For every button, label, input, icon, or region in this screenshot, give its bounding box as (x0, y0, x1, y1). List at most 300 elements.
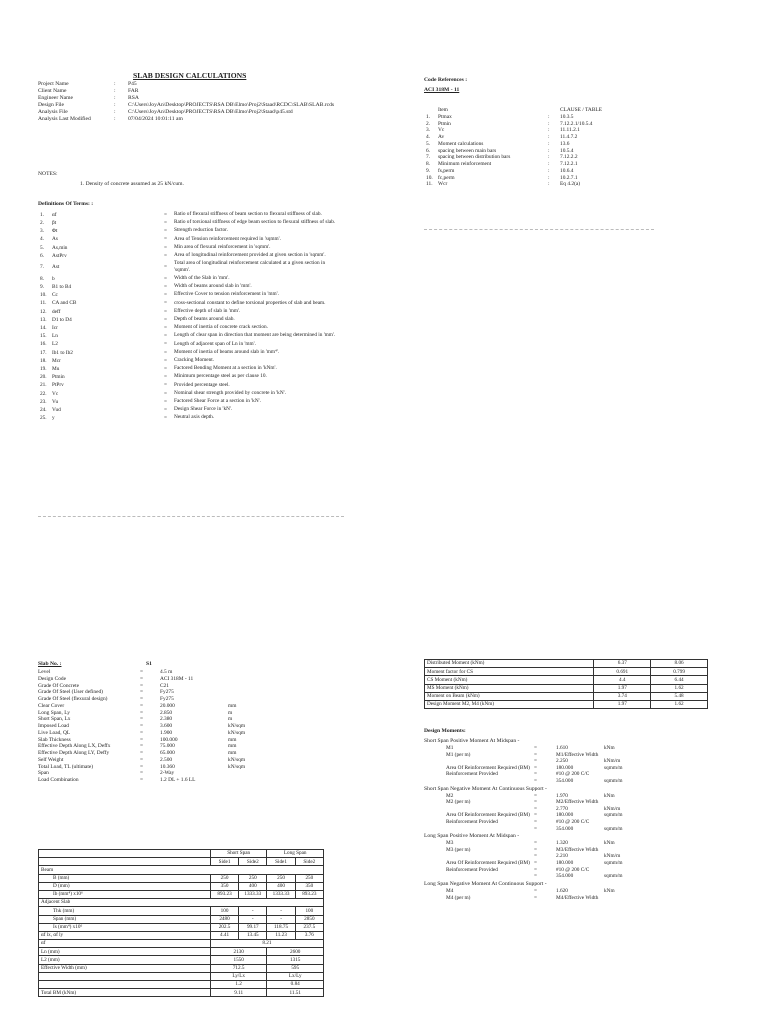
spacer (602, 895, 634, 902)
definition-text: Moment of inertia of concrete crack section. (174, 324, 268, 331)
clause-item: Ptmin (438, 120, 451, 127)
moment-value: 1.970 (556, 792, 568, 799)
unit: kNm/m (604, 853, 621, 860)
property-value: 10.360 (160, 763, 175, 770)
spacer (424, 812, 444, 819)
clause-header-row (424, 107, 654, 114)
definition-term: AstPrv (52, 252, 67, 259)
definition-row (38, 414, 344, 422)
cell: 11.51 (267, 989, 324, 997)
moment-row (424, 778, 634, 785)
moment-value: 1.320 (556, 840, 568, 847)
slab-property-row (38, 743, 276, 750)
definition-text: Min area of flexural reinforcement in 'sqmm'. (174, 243, 271, 250)
formula: M2/Effective Width (556, 799, 599, 806)
property-label: Grade Of Steel (flexural design) (38, 696, 108, 702)
bar-spacing: #10 @ 200 C/C (556, 866, 590, 873)
cell: 0.799 (651, 668, 708, 676)
spacer (424, 806, 444, 813)
slab-property-row (38, 770, 276, 777)
spacer (602, 819, 634, 826)
clause-item: spacing between main bars (438, 147, 497, 154)
property-value: 20.000 (160, 702, 175, 709)
equals-sign: = (164, 308, 167, 315)
property-label: Effective Depth Along LY, Deffy (38, 750, 110, 756)
equals-sign: = (164, 333, 167, 340)
slab-property-row (38, 730, 276, 737)
definition-term: Ptmin (52, 374, 65, 381)
definition-row (38, 349, 344, 357)
property-value: 65.000 (160, 750, 175, 756)
spacer (424, 778, 444, 785)
property-unit (226, 696, 276, 703)
equals-sign: = (140, 763, 144, 770)
definition-number: 10. (40, 292, 47, 299)
definition-term: Vu (52, 398, 59, 405)
equals-sign: = (534, 792, 537, 799)
project-info-row (38, 81, 350, 88)
cell: 1.97 (594, 684, 651, 692)
equals-sign: = (164, 220, 167, 226)
definition-number: 3. (40, 228, 44, 235)
clause-number: 6. (426, 147, 431, 154)
property-value: Fy275 (160, 696, 174, 702)
equals-sign: = (164, 325, 167, 332)
definition-row (38, 227, 344, 235)
row-label: B (mm) (39, 874, 211, 882)
spacer (424, 826, 444, 833)
definition-term: b (52, 275, 55, 282)
equals-sign: = (140, 736, 144, 743)
clause-number: 3. (426, 127, 431, 134)
equals-sign: = (140, 750, 144, 756)
equals-sign: = (164, 407, 167, 414)
spacer (424, 873, 444, 880)
side2-header: Side2 (295, 858, 323, 866)
cell: - (239, 907, 267, 915)
moment-name: M3 (446, 840, 454, 847)
slab-property-row (38, 757, 276, 764)
equals-sign: = (164, 382, 167, 389)
moment-row (424, 819, 634, 826)
equals-sign: = (164, 252, 167, 259)
moment-row (424, 752, 634, 759)
equals-sign: = (140, 669, 144, 675)
definition-text: Area of longitudinal reinforcement provided at given section in 'sqmm'. (174, 252, 326, 259)
spacer (424, 793, 444, 800)
clause-item: fc,perm (438, 174, 455, 181)
definition-row (38, 275, 344, 283)
unit: kNm (604, 887, 615, 894)
slab-property-row (38, 710, 276, 717)
definition-row (38, 332, 344, 340)
project-info-value: C:\Users\JoyAn\Desktop\PROJECTS\RSA DB\Elmo\Proj2\Staad\p45.std (128, 108, 293, 115)
definition-term: Φt (52, 228, 58, 235)
spacer (602, 799, 634, 806)
cell: Lx/Ly (267, 972, 324, 980)
project-info-label: Analysis File (38, 108, 68, 115)
row-label: Is (mm⁴) x10⁶ (39, 923, 211, 931)
table-row (39, 964, 324, 972)
clause-ref: 13.6 (560, 140, 570, 147)
definition-text: Nominal shear strength provided by concrete in 'kN'. (174, 389, 286, 396)
property-value: 2.500 (160, 756, 173, 763)
clause-ref: 11.4.7.2 (560, 134, 578, 140)
moment-name: M2 (446, 792, 454, 799)
definition-row (38, 382, 344, 390)
definition-term: CA and CB (52, 300, 77, 307)
equals-sign: = (534, 751, 537, 758)
equals-sign: = (534, 771, 537, 778)
table-row (39, 907, 324, 915)
cell: 1.97 (594, 700, 651, 708)
property-label: Grade Of Steel (User defined) (38, 689, 103, 696)
clause-item: Moment calculations (438, 140, 484, 147)
cell: 4.4 (594, 676, 651, 684)
definition-text: Strength reduction factor. (174, 227, 228, 234)
definition-text: Cracking Moment. (174, 357, 215, 364)
cell: 237.5 (295, 923, 323, 931)
colon: : (548, 134, 550, 140)
slab-property-row (38, 676, 276, 683)
moment-name: M4 (446, 887, 454, 894)
cell: 350 (210, 882, 238, 890)
unit: sqmm/m (604, 764, 623, 771)
table-row (425, 684, 708, 692)
moment-row (424, 847, 634, 854)
equals-sign: = (534, 825, 537, 832)
note-1: 1. Density of concrete assumed as 25 kN/cum. (80, 181, 184, 187)
colon: : (548, 174, 550, 181)
definition-text: Minimum percentage steel as per clause 10. (174, 373, 267, 380)
cell: 1333.33 (267, 890, 295, 898)
clause-item: fs,perm (438, 167, 455, 174)
definition-row (38, 244, 344, 252)
definition-term: L2 (52, 341, 58, 348)
property-value: 2.380 (160, 716, 173, 723)
definition-term: βt (52, 220, 57, 226)
row-label: MS Moment (kNm) (425, 684, 594, 692)
definition-number: 25. (40, 415, 47, 422)
slab-property-row (38, 703, 276, 710)
adjacent-slab-row (39, 899, 324, 907)
row-label: Moment factor for CS (425, 668, 594, 676)
property-value: 1.2 DL + 1.6 LL (160, 777, 196, 783)
definition-number: 4. (40, 236, 44, 243)
property-unit: mm (228, 750, 237, 756)
cell: 595 (267, 964, 324, 972)
cell: 1.62 (651, 700, 708, 708)
equals-sign: = (140, 777, 144, 783)
slab-property-row (38, 723, 276, 730)
project-info-label: Client Name (38, 87, 67, 94)
definition-row (38, 373, 344, 381)
definition-number: 12. (40, 308, 47, 315)
definition-term: y (52, 415, 55, 422)
table-row (39, 931, 324, 939)
definition-row (38, 300, 344, 308)
side2-header: Side2 (239, 858, 267, 866)
cell: 350 (295, 882, 323, 890)
table-row (39, 956, 324, 964)
property-value: 2-Way (160, 770, 175, 777)
table-row (39, 882, 324, 890)
spacer (424, 771, 444, 778)
property-unit (226, 676, 276, 683)
project-info-value: 07/04/2024 10:01:11 am (128, 115, 183, 122)
clause-ref: 10.6.4 (560, 167, 574, 174)
slab-no-value: S1 (146, 661, 152, 667)
definition-term: Ib1 to Ib2 (52, 349, 73, 356)
colon: : (548, 161, 550, 167)
definition-number: 17. (40, 349, 47, 356)
definition-number: 13. (40, 316, 47, 323)
equals-sign: = (534, 887, 537, 894)
definition-term: B1 to B4 (52, 284, 72, 291)
definition-number: 18. (40, 357, 47, 364)
slab-property-row (38, 716, 276, 723)
definition-text: Depth of beams around slab. (174, 316, 235, 323)
cell: 9.11 (210, 989, 267, 997)
definition-row (38, 211, 344, 219)
divider (424, 229, 654, 230)
equals-sign: = (164, 284, 167, 291)
slab-property-row (38, 750, 276, 757)
cell: 1333.33 (239, 890, 267, 898)
reinforcement-provided-label: Reinforcement Provided (446, 819, 498, 826)
clause-ref: 10.2.7.1 (560, 174, 578, 181)
slab-property-row (38, 689, 276, 696)
equals-sign: = (164, 398, 167, 405)
definition-term: D1 to D4 (52, 316, 72, 323)
slab-property-row (38, 777, 276, 784)
unit: kNm (604, 792, 615, 799)
table-row (39, 923, 324, 931)
property-value: 75.000 (160, 743, 175, 750)
definition-number: 1. (40, 211, 44, 218)
row-label: CS Moment (kNm) (425, 676, 594, 684)
cell: 11.23 (267, 931, 295, 939)
colon: : (114, 108, 116, 115)
clause-row (424, 114, 654, 121)
cell: 4.41 (210, 931, 238, 939)
cell: 250 (295, 874, 323, 882)
definition-text: Provided percentage steel. (174, 381, 230, 388)
equals-sign: = (534, 758, 537, 765)
cell: 6.44 (651, 676, 708, 684)
spacer (424, 840, 444, 847)
clause-number: 1. (426, 113, 431, 120)
clause-header: CLAUSE / TABLE (560, 107, 602, 113)
equals-sign: = (164, 316, 167, 323)
row-label: Thk (mm) (39, 907, 211, 915)
moment-value: 1.610 (556, 744, 568, 751)
project-info-row (38, 116, 350, 123)
equals-sign: = (534, 799, 537, 806)
definition-text: Width of the Slab in 'mm'. (174, 275, 230, 282)
colon: : (114, 81, 116, 87)
spacer (424, 745, 444, 752)
equals-sign: = (140, 756, 144, 763)
spacer (424, 819, 444, 826)
clause-row (424, 154, 654, 161)
project-info-value: FAR (128, 87, 139, 94)
moment-row (424, 860, 634, 867)
moment-row (424, 758, 634, 765)
row-label: Distributed Moment (kNm) (425, 660, 594, 668)
spacer (602, 771, 634, 778)
definition-row (38, 236, 344, 244)
table-row (39, 940, 324, 948)
clause-number: 2. (426, 120, 431, 127)
colon: : (548, 181, 550, 188)
moment-table (424, 888, 634, 901)
moment-per-m: M1 (per m) (446, 751, 471, 758)
table-row (39, 981, 324, 989)
cell: 100 (295, 907, 323, 915)
table-row (39, 890, 324, 898)
table-row (425, 660, 708, 668)
definition-number: 8. (40, 275, 44, 282)
cell: 99.17 (239, 923, 267, 931)
reinforcement-provided-label: Reinforcement Provided (446, 866, 498, 873)
clause-row (424, 127, 654, 134)
formula: M1/Effective Width (556, 751, 599, 758)
cell: 3.76 (295, 931, 323, 939)
cell: 1.62 (651, 684, 708, 692)
definition-number: 16. (40, 341, 47, 348)
definition-row (38, 308, 344, 316)
bar-spacing: #10 @ 200 C/C (556, 771, 590, 778)
slab-property-row (38, 764, 276, 771)
moment-name: M1 (446, 744, 454, 751)
clause-row (424, 161, 654, 168)
unit: kNm (604, 744, 615, 751)
definition-text: Length of clear span in direction that moment are being determined in 'mm'. (174, 332, 336, 339)
equals-sign: = (164, 211, 167, 218)
definition-row (38, 365, 344, 373)
moment-row (424, 888, 634, 895)
distributed-moment-table (424, 659, 708, 709)
moment-per-m-value: 2.250 (556, 758, 568, 765)
cell: 400 (267, 882, 295, 890)
property-label: Level (38, 669, 51, 675)
moment-table (424, 840, 634, 880)
row-label: D (mm) (39, 882, 211, 890)
moment-per-m: M3 (per m) (446, 846, 471, 853)
project-info-label: Project Name (38, 81, 69, 87)
slab-property-row (38, 669, 276, 676)
colon: : (114, 94, 116, 101)
unit: sqmm/m (604, 825, 623, 832)
spacer (424, 895, 444, 902)
colon: : (114, 87, 116, 94)
equals-sign: = (140, 689, 144, 696)
reinforcement-provided-label: Reinforcement Provided (446, 771, 498, 778)
row-label: L2 (mm) (39, 956, 211, 964)
clause-table (424, 107, 654, 188)
equals-sign: = (164, 349, 167, 356)
equals-sign: = (534, 860, 537, 867)
definition-term: As,min (52, 244, 68, 251)
unit: sqmm/m (604, 778, 623, 785)
project-info-label: Design File (38, 101, 64, 108)
row-label: Design Moment M2, M4 (kNm) (425, 700, 594, 708)
cell: 1315 (267, 956, 324, 964)
spacer (424, 867, 444, 874)
equals-sign: = (534, 744, 537, 751)
clause-row (424, 121, 654, 128)
clause-item: Minimum reinforcement (438, 161, 492, 167)
equals-sign: = (534, 846, 537, 853)
definition-row (38, 357, 344, 365)
equals-sign: = (140, 743, 144, 750)
definition-text: Ratio of torsional stiffness of edge beam section to flexural stiffness of slab. (174, 219, 336, 226)
notes-label: NOTES: (38, 171, 58, 177)
project-info-value: C:\Users\JoyAn\Desktop\PROJECTS\RSA DB\Elmo\Proj2\Staad\RCDC\SLAB\SLAB.rcds (128, 101, 335, 108)
clause-ref: Eq 4.2(a) (560, 181, 581, 188)
row-label: αf lx, αf ly (39, 931, 211, 939)
property-unit: m (228, 709, 233, 716)
equals-sign: = (534, 873, 537, 880)
property-label: Load Combination (38, 777, 79, 783)
property-label: Self Weight (38, 756, 64, 763)
section-heading: Long Span Positive Moment At Midspan - (424, 833, 520, 840)
clause-item: Ptmax (438, 113, 452, 120)
definition-text: Length of adjacent span of Ln in 'mm'. (174, 340, 256, 347)
definition-text: Area of Tension reinforcement required in 'sqmm'. (174, 235, 281, 242)
clause-number: 4. (426, 134, 431, 140)
spacer (602, 752, 634, 759)
moment-per-m: M4 (per m) (446, 894, 471, 901)
definition-text: Factored Shear Force at a section in 'kN'. (174, 398, 261, 405)
equals-sign: = (534, 812, 537, 819)
equals-sign: = (164, 341, 167, 348)
unit: sqmm/m (604, 860, 623, 867)
row-label: Effective Width (mm) (39, 964, 211, 972)
row-label: Moment on Beam (kNm) (425, 692, 594, 700)
cell: 6.37 (594, 660, 651, 668)
section-heading: Short Span Negative Moment At Continuous Support - (424, 785, 547, 792)
property-unit: kN/sqm (228, 723, 246, 729)
cell: 2850 (295, 915, 323, 923)
equals-sign: = (164, 292, 167, 299)
unit: kNm/m (604, 805, 621, 812)
unit: kNm (604, 840, 615, 847)
definition-term: PtPrv (52, 382, 64, 389)
cell: 1.2 (210, 981, 267, 989)
property-value: Fy275 (160, 689, 174, 696)
clause-ref: 7.12.2.2 (560, 154, 578, 161)
property-value: C21 (160, 682, 169, 689)
area-required-value: 180.000 (556, 812, 574, 819)
side-header-row (39, 858, 324, 866)
property-unit: kN/sqm (228, 763, 246, 770)
property-label: Live Load, QL (38, 729, 71, 736)
unit: kNm/m (604, 758, 621, 765)
property-unit: kN/sqm (228, 729, 246, 736)
cell: 893.23 (295, 890, 323, 898)
property-unit: kN/sqm (228, 756, 246, 763)
spacer (602, 847, 634, 854)
equals-sign: = (140, 702, 144, 709)
clause-ref: 10.5.4 (560, 147, 574, 154)
property-unit (226, 777, 276, 784)
equals-sign: = (164, 228, 167, 235)
equals-sign: = (164, 390, 167, 397)
definition-number: 2. (40, 220, 44, 226)
definition-text: Ratio of flexural stiffness of beam section to flexural stiffness of slab. (174, 211, 322, 217)
